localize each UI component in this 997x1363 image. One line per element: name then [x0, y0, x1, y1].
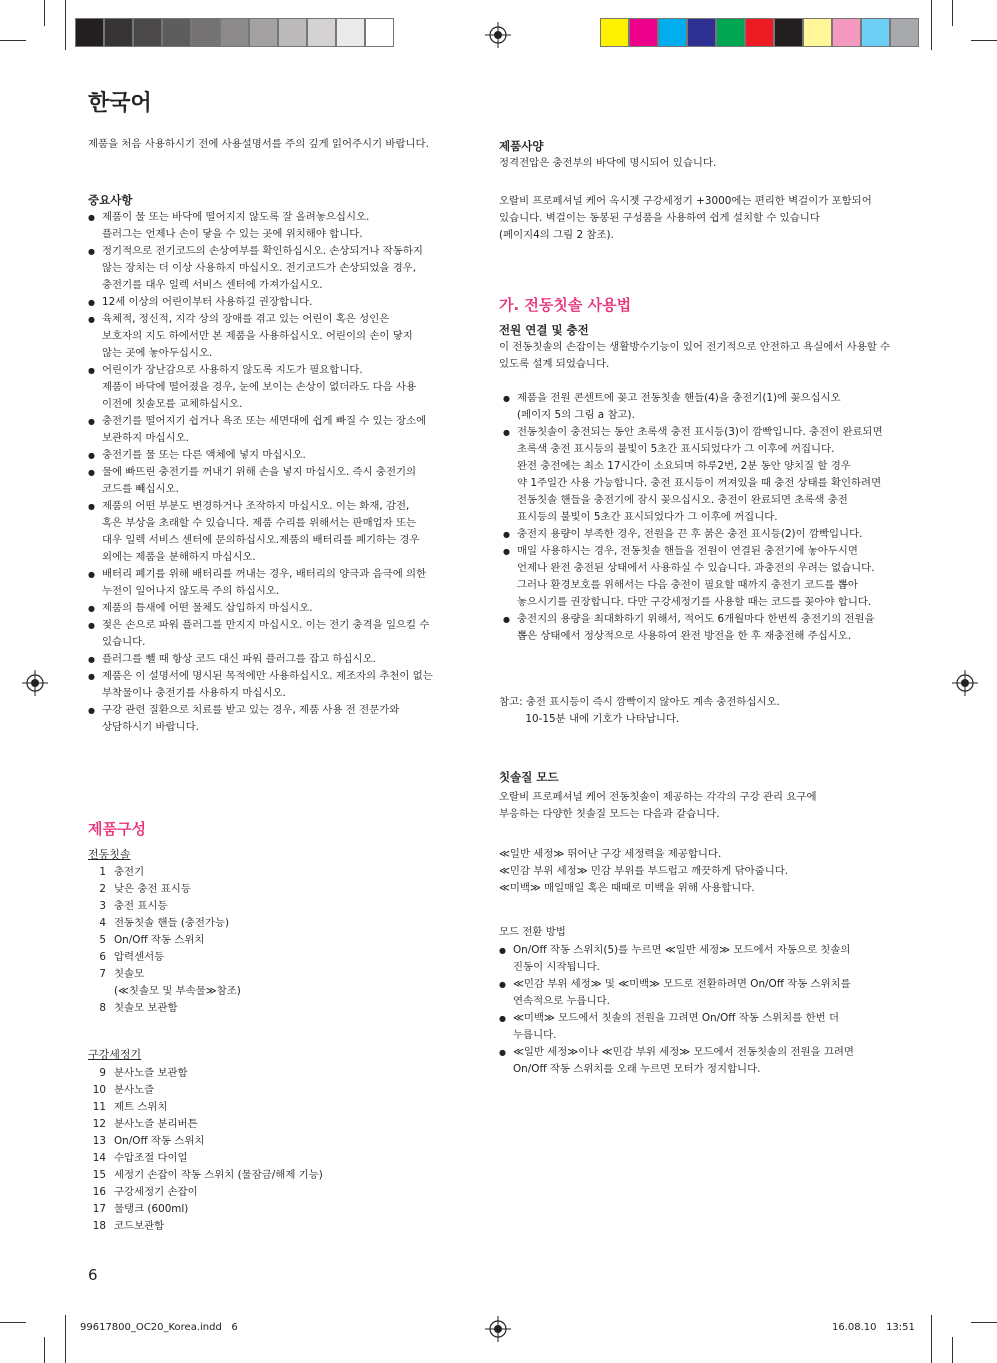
mode-switch-list: [499, 942, 919, 1078]
list-item: ● ≪민감 부위 세정≫ 및 ≪미백≫ 모드로 전환하려면 On/Off 작동 스위치를 연속적으로 누릅니다.: [499, 976, 919, 1010]
part-label: On/Off 작동 스위치: [114, 1135, 205, 1147]
color-swatch: [162, 18, 191, 47]
crop-mark: [65, 0, 66, 50]
specs-voltage: 정격전압은 충전부의 바닥에 명시되어 있습니다.: [499, 157, 717, 169]
components-heading: 제품구성: [88, 820, 146, 838]
color-swatch: [861, 18, 890, 47]
modes-list: ≪일반 세정≫ 뛰어난 구강 세정력을 제공합니다. ≪민감 부위 세정≫ 민감 부위를 부드럽고 깨끗하게 닦아줍니다. ≪미백≫ 매일매일 혹은 때때로 미백을 위해 사용합니다.: [499, 848, 789, 894]
important-list: [88, 209, 468, 736]
part-number: 13: [92, 1135, 106, 1147]
color-swatch: [365, 18, 394, 47]
part-item: [84, 932, 241, 949]
part-label: On/Off 작동 스위치: [114, 934, 205, 946]
crop-mark: [971, 1322, 997, 1323]
part-item: [84, 966, 241, 1000]
part-item: [84, 1167, 323, 1184]
color-swatch: [220, 18, 249, 47]
part-item: [84, 1065, 323, 1082]
list-item: ● 매일 사용하시는 경우, 전동칫솔 핸들을 전원이 연결된 충전기에 놓아두시면 언제나 완전 충전된 상태에서 사용하실 수 있습니다. 과충전의 우려는 없습니다. 그러나 환경보호를 위해서는 다음 충전이 필요할 때까지 충전기 코드를 뽑아 놓으시기를 권장합니다. 다만 구강세정기를 사용할 때는 코드를 꽂아야 합니다.: [503, 543, 923, 611]
charging-note: 참고: 충전 표시등이 즉시 깜빡이지 않아도 계속 충전하십시오. 10-15분 내에 기호가 나타납니다.: [499, 696, 780, 725]
list-item: ● 젖은 손으로 파워 플러그를 만지지 마십시오. 이는 전기 충격을 일으킬 수 있습니다.: [88, 617, 468, 651]
intro-text: 제품을 처음 사용하시기 전에 사용설명서를 주의 깊게 읽어주시기 바랍니다.: [88, 138, 429, 150]
part-number: 2: [99, 883, 106, 895]
mode-switch-heading: 모드 전환 방법: [499, 926, 566, 938]
part-number: 12: [92, 1118, 106, 1130]
part-number: 7: [99, 968, 106, 980]
modes-intro: 오랄비 프로페셔널 케어 전동칫솔이 제공하는 각각의 구강 관리 요구에 부응하는 다양한 칫솔질 모드는 다음과 같습니다.: [499, 791, 817, 820]
part-number: 18: [92, 1220, 106, 1232]
part-item: [84, 1133, 323, 1150]
part-number: 3: [99, 900, 106, 912]
crop-mark: [931, 1315, 932, 1363]
part-item: [84, 881, 241, 898]
part-item: [84, 1218, 323, 1235]
part-number: 9: [99, 1067, 106, 1079]
part-label: 분사노즐: [114, 1084, 155, 1096]
crop-mark: [65, 1315, 66, 1363]
color-swatch: [336, 18, 365, 47]
specs-wall-mount: 오랄비 프로페셔널 케어 옥시젯 구강세정기 +3000에는 편리한 벽걸이가 포함되어 있습니다. 벽걸이는 동봉된 구성품을 사용하여 쉽게 설치할 수 있습니다 (페이지4의 그림 2 참조).: [499, 195, 872, 241]
list-item: ● 배터리 폐기를 위해 배터리를 꺼내는 경우, 배터리의 양극과 음극에 의한 누전이 일어나지 않도록 주의 하십시오.: [88, 566, 468, 600]
part-item: [84, 1116, 323, 1133]
part-item: [84, 915, 241, 932]
usage-list: [503, 390, 923, 645]
part-number: 17: [92, 1203, 106, 1215]
list-item: ● 12세 이상의 어린이부터 사용하길 권장합니다.: [88, 294, 468, 311]
power-heading: 전원 연결 및 충전: [499, 323, 589, 337]
part-label: 낮은 충전 표시등: [114, 883, 191, 895]
list-item: ● 제품의 어떤 부분도 변경하거나 조작하지 마십시오. 이는 화재, 감전, 혹은 부상을 초래할 수 있습니다. 제품 수리를 위해서는 판매업자 또는 대우 일렉 서비스 센터에 문의하십시오.제품의 배터리를 폐기하는 경우 외에는 제품을 분해하지 마십시오.: [88, 498, 468, 566]
part-label: 칫솔모 (≪칫솔모 및 부속물≫참조): [114, 968, 241, 997]
crop-mark: [931, 0, 932, 50]
part-item: [84, 1082, 323, 1099]
color-swatch: [890, 18, 919, 47]
part-item: [84, 864, 241, 881]
part-item: [84, 1000, 241, 1017]
color-swatch: [832, 18, 861, 47]
color-swatch: [104, 18, 133, 47]
irrigator-label: 구강세정기: [88, 1048, 142, 1061]
list-item: ● On/Off 작동 스위치(5)를 누르면 ≪일반 세정≫ 모드에서 자동으로 칫솔의 진동이 시작됩니다.: [499, 942, 919, 976]
color-swatch: [133, 18, 162, 47]
toothbrush-parts-list: [84, 864, 241, 1017]
list-item: ● 어린이가 장난감으로 사용하지 않도록 지도가 필요합니다. 제품이 바닥에 떨어졌을 경우, 눈에 보이는 손상이 없더라도 다음 사용 이전에 칫솔모를 교체하십시오.: [88, 362, 468, 413]
color-swatch: [745, 18, 774, 47]
color-swatch: [249, 18, 278, 47]
part-number: 15: [92, 1169, 106, 1181]
color-swatch: [803, 18, 832, 47]
part-number: 1: [99, 866, 106, 878]
part-label: 전동칫솔 핸들 (충전가능): [114, 917, 230, 929]
color-swatch: [600, 18, 629, 47]
modes-heading: 칫솔질 모드: [499, 770, 559, 784]
footer-filename: 99617800_OC20_Korea.indd 6: [80, 1322, 238, 1333]
list-item: ● 물에 빠뜨린 충전기를 꺼내기 위해 손을 넣지 마십시오. 즉시 충전기의 코드를 빼십시오.: [88, 464, 468, 498]
crop-mark: [952, 0, 953, 26]
part-item: [84, 898, 241, 915]
power-intro: 이 전동칫솔의 손잡이는 생활방수기능이 있어 전기적으로 안전하고 욕실에서 사용할 수 있도록 설계 되었습니다.: [499, 341, 891, 370]
part-label: 수압조절 다이얼: [114, 1152, 188, 1164]
part-label: 분사노즐 분리버튼: [114, 1118, 198, 1130]
color-swatch: [75, 18, 104, 47]
part-number: 16: [92, 1186, 106, 1198]
crop-mark: [952, 1337, 953, 1363]
registration-mark-icon: [485, 22, 511, 48]
color-swatch: [191, 18, 220, 47]
list-item: ● 플러그를 뺄 때 항상 코드 대신 파워 플러그를 잡고 하십시오.: [88, 651, 468, 668]
part-item: [84, 1099, 323, 1116]
crop-mark: [44, 1337, 45, 1363]
part-number: 11: [92, 1101, 106, 1113]
color-swatch: [278, 18, 307, 47]
part-item: [84, 949, 241, 966]
list-item: ● 충전지의 용량을 최대화하기 위해서, 적어도 6개월마다 한번씩 충전기의 전원을 뽑은 상태에서 정상적으로 사용하여 완전 방전을 한 후 재충전해 주십시오.: [503, 611, 923, 645]
part-item: [84, 1150, 323, 1167]
part-label: 구강세정기 손잡이: [114, 1186, 198, 1198]
list-item: ● ≪미백≫ 모드에서 칫솔의 전원을 끄려면 On/Off 작동 스위치를 한번 더 누릅니다.: [499, 1010, 919, 1044]
part-label: 세정기 손잡이 작동 스위치 (물잠금/해제 기능): [114, 1169, 323, 1181]
list-item: ● 제품의 틈새에 어떤 물체도 삽입하지 마십시오.: [88, 600, 468, 617]
important-heading: 중요사항: [88, 193, 133, 207]
list-item: ● 전동칫솔이 충전되는 동안 초록색 충전 표시등(3)이 깜빡입니다. 충전이 완료되면 초록색 충전 표시등의 불빛이 5초간 표시되었다가 그 이후에 꺼집니다. 완전 충전에는 최소 17시간이 소요되며 하루2번, 2분 동안 양치질 할 경우 약 1주일간 사용 가능합니다. 충전 표시등이 꺼져있을 때 충전 상태를 확인하려면 전동칫솔 핸들을 충전기에 잠시 꽂으십시오. 충전이 완료되면 초록색 충전 표시등의 불빛이 5초간 표시되었다가 그 이후에 꺼집니다.: [503, 424, 923, 526]
part-number: 6: [99, 951, 106, 963]
list-item: ● 충전기를 물 또는 다른 액체에 넣지 마십시오.: [88, 447, 468, 464]
part-item: [84, 1184, 323, 1201]
irrigator-parts-list: [84, 1065, 323, 1235]
specs-heading: 제품사양: [499, 139, 544, 153]
toothbrush-label: 전동칫솔: [88, 848, 131, 861]
color-swatch: [774, 18, 803, 47]
color-swatch: [687, 18, 716, 47]
part-label: 충전 표시등: [114, 900, 168, 912]
registration-mark-icon: [485, 1316, 511, 1342]
part-number: 14: [92, 1152, 106, 1164]
part-number: 4: [99, 917, 106, 929]
part-label: 칫솔모 보관함: [114, 1002, 178, 1014]
registration-mark-icon: [22, 670, 48, 696]
registration-mark-icon: [952, 670, 978, 696]
part-label: 충전기: [114, 866, 145, 878]
crop-mark: [44, 0, 45, 26]
part-label: 압력센서등: [114, 951, 165, 963]
list-item: ● 육체적, 정신적, 지각 상의 장애를 겪고 있는 어린이 혹은 성인은 보호자의 지도 하에서만 본 제품을 사용하십시오. 어린이의 손이 닿지 않는 곳에 놓아두십시오.: [88, 311, 468, 362]
part-label: 제트 스위치: [114, 1101, 168, 1113]
part-label: 물탱크 (600ml): [114, 1203, 189, 1215]
part-number: 10: [92, 1084, 106, 1096]
list-item: ● 정기적으로 전기코드의 손상여부를 확인하십시오. 손상되거나 작동하지 않는 장치는 더 이상 사용하지 마십시오. 전기코드가 손상되었을 경우, 충전기를 대우 일렉 서비스 센터에 가져가십시오.: [88, 243, 468, 294]
color-swatch: [658, 18, 687, 47]
list-item: ● ≪일반 세정≫이나 ≪민감 부위 세정≫ 모드에서 전동칫솔의 전원을 끄려면 On/Off 작동 스위치를 오래 누르면 모터가 정지합니다.: [499, 1044, 919, 1078]
crop-mark: [971, 40, 997, 41]
usage-heading: 가. 전동칫솔 사용법: [499, 296, 632, 314]
part-item: [84, 1201, 323, 1218]
list-item: ● 제품을 전원 콘센트에 꽂고 전동칫솔 핸들(4)을 충전기(1)에 꽂으십시오 (페이지 5의 그림 a 참고).: [503, 390, 923, 424]
part-number: 5: [99, 934, 106, 946]
crop-mark: [0, 40, 26, 41]
footer-date: 16.08.10 13:51: [832, 1322, 915, 1333]
part-label: 코드보관함: [114, 1220, 165, 1232]
list-item: ● 구강 관련 질환으로 치료를 받고 있는 경우, 제품 사용 전 전문가와 상담하시기 바랍니다.: [88, 702, 468, 736]
list-item: ● 충전지 용량이 부족한 경우, 전원을 끈 후 붉은 충전 표시등(2)이 깜빡입니다.: [503, 526, 923, 543]
part-label: 분사노즐 보관함: [114, 1067, 188, 1079]
color-swatch: [716, 18, 745, 47]
part-number: 8: [99, 1002, 106, 1014]
list-item: ● 제품은 이 설명서에 명시된 목적에만 사용하십시오. 제조자의 추천이 없는 부착물이나 충전기를 사용하지 마십시오.: [88, 668, 468, 702]
page-number: 6: [88, 1266, 98, 1284]
color-swatch: [307, 18, 336, 47]
list-item: ● 제품이 물 또는 바닥에 떨어지지 않도록 잘 올려놓으십시오. 플러그는 언제나 손이 닿을 수 있는 곳에 위치해야 합니다.: [88, 209, 468, 243]
crop-mark: [0, 1322, 26, 1323]
list-item: ● 충전기를 떨어지기 쉽거나 욕조 또는 세면대에 쉽게 빠질 수 있는 장소에 보관하지 마십시오.: [88, 413, 468, 447]
page-title: 한국어: [88, 91, 152, 116]
color-swatch: [629, 18, 658, 47]
